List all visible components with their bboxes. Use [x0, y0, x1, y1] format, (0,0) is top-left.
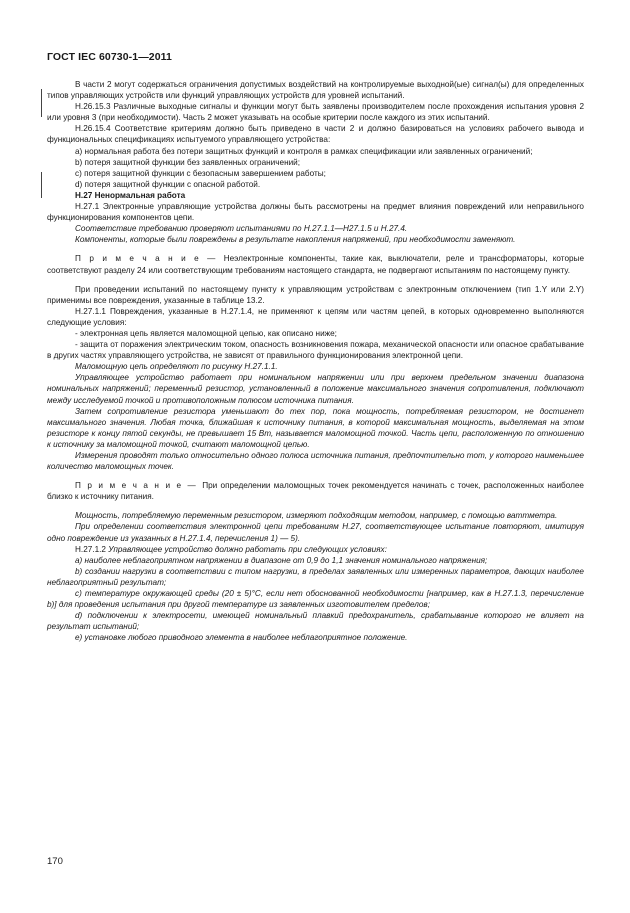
- paragraph: При проведении испытаний по настоящему пункту к управляющим устройствам с электронным отключением (тип 1.Y или 2.Y) применимы все повреждения, указанные в таблице 13.2.: [47, 284, 584, 305]
- paragraph: Компоненты, которые были повреждены в результате накопления напряжений, при необходимости заменяют.: [75, 235, 516, 245]
- note-label: П р и м е ч а н и е —: [75, 481, 203, 491]
- paragraph: Измерения проводят только относительно одного полюса источника питания, предпочтительно тот, у которого наименьшее количество маломощных точек.: [47, 451, 584, 472]
- clause-text: Управляющее устройство должно работать при следующих условиях:: [108, 544, 387, 554]
- note-label: П р и м е ч а н и е —: [75, 254, 224, 264]
- list-item: - электронная цепь является маломощной цепью, как описано ниже;: [75, 328, 337, 338]
- list-item: - защита от поражения электрическим током, опасность возникновения пожара, механической опасности или опасное срабатывание в других частях управляющего устройства, не зависят от правильного функционирования электронной цепи.: [47, 340, 584, 361]
- change-bar: [41, 89, 42, 117]
- note: [47, 480, 584, 502]
- paragraph: [47, 544, 584, 555]
- paragraph: Мощность, потребляемую переменным резистором, измеряют подходящим методом, например, с помощью ваттметра.: [75, 511, 558, 521]
- paragraph: В части 2 могут содержаться ограничения допустимых воздействий на контролируемые выходной(ые) сигнал(ы) для определенных типов управляющих устройств или функций управляющих устройств для уровней испытаний.: [47, 80, 584, 101]
- list-item: а) нормальная работа без потери защитных функций и контроля в рамках спецификации или заявленных ограничений;: [75, 146, 533, 156]
- paragraph: H.26.15.3 Различные выходные сигналы и функции могут быть заявлены производителем после прохождения испытания уровня 2 или уровня 3 (при необходимости). Часть 2 может указывать на особые критерии после каждого из этих испытаний.: [47, 102, 584, 123]
- section-heading: H.27 Ненормальная работа: [75, 190, 186, 200]
- paragraph: Управляющее устройство работает при номинальном напряжении или при верхнем предельном значении диапазона номинальных напряжений; переменный резистор, установленный в положение максимального значения сопротивления, подключают между исследуемой точкой и противоположным полюсом источника питания.: [47, 373, 584, 405]
- list-item: d) подключении к электросети, имеющей номинальный плавкий предохранитель, срабатывание которого не влияет на результат испытаний;: [47, 611, 584, 632]
- list-item: e) установке любого приводного элемента в наиболее неблагоприятное положение.: [75, 633, 408, 643]
- paragraph: H.27.1 Электронные управляющие устройства должны быть рассмотрены на предмет влияния повреждений или неправильного функционирования компонентов цепи.: [47, 202, 584, 223]
- list-item: b) потеря защитной функции без заявленных ограничений;: [75, 157, 301, 167]
- paragraph: Соответствие требованию проверяют испытаниями по H.27.1.1—H27.1.5 и H.27.4.: [75, 224, 408, 234]
- list-item: d) потеря защитной функции с опасной работой.: [75, 179, 261, 189]
- list-item: c) температуре окружающей среды (20 ± 5)°С, если нет обоснованной необходимости [например, как в H.27.1.3, перечисление b)] для проведения испытания при другой температуре из заявленных изготовителем пределов;: [47, 589, 584, 610]
- list-item: а) наиболее неблагоприятном напряжении в диапазоне от 0,9 до 1,1 значения номинального напряжения;: [75, 555, 488, 565]
- list-item: c) потеря защитной функции с безопасным завершением работы;: [75, 168, 326, 178]
- paragraph: Затем сопротивление резистора уменьшают до тех пор, пока мощность, потребляемая резистором, не достигнет максимального значения. Любая точка, ближайшая к источнику питания, в которой максимальная мощность, выделяемая на этом резисторе к концу пятой секунды, не превышает 15 Вт, называется маломощной точкой. Часть цепи, расположенную по отношению к источнику за маломощной точкой, считают маломощной цепью.: [47, 406, 584, 449]
- document-body: [47, 79, 584, 644]
- paragraph: При определении соответствия электронной цепи требованиям H.27, соответствующее испытание повторяют, имитируя одно повреждение из указанных в H.27.1.4, перечисления 1) — 5).: [47, 522, 584, 543]
- note: [47, 253, 584, 275]
- note-text: Неэлектронные компоненты, такие как, выключатели, реле и трансформаторы, которые соответствуют разделу 24 или соответствующим требованиям настоящего стандарта, не подвергают испытаниям по настоящему пункту.: [47, 254, 584, 275]
- paragraph: Маломощную цепь определяют по рисунку H.27.1.1.: [75, 362, 278, 372]
- note-text: При определении маломощных точек рекомендуется начинать с точек, расположенных наиболее близко к источнику питания.: [47, 481, 584, 502]
- change-bar: [41, 172, 42, 198]
- paragraph: H.26.15.4 Соответствие критериям должно быть приведено в части 2 и должно базироваться на условиях рабочего вывода и функциональных спецификациях испытуемого управляющего устройства:: [47, 124, 584, 145]
- paragraph: H.27.1.1 Повреждения, указанные в H.27.1.4, не применяют к цепям или частям цепей, в которых одновременно выполняются следующие условия:: [47, 306, 584, 327]
- document-header: ГОСТ IEC 60730-1—2011: [47, 51, 172, 63]
- page-number: 170: [47, 856, 63, 867]
- clause-number: H.27.1.2: [75, 544, 109, 554]
- list-item: b) создании нагрузки в соответствии с типом нагрузки, в пределах заявленных или измеренных параметров, дающих наиболее неблагоприятный результат;: [47, 566, 584, 587]
